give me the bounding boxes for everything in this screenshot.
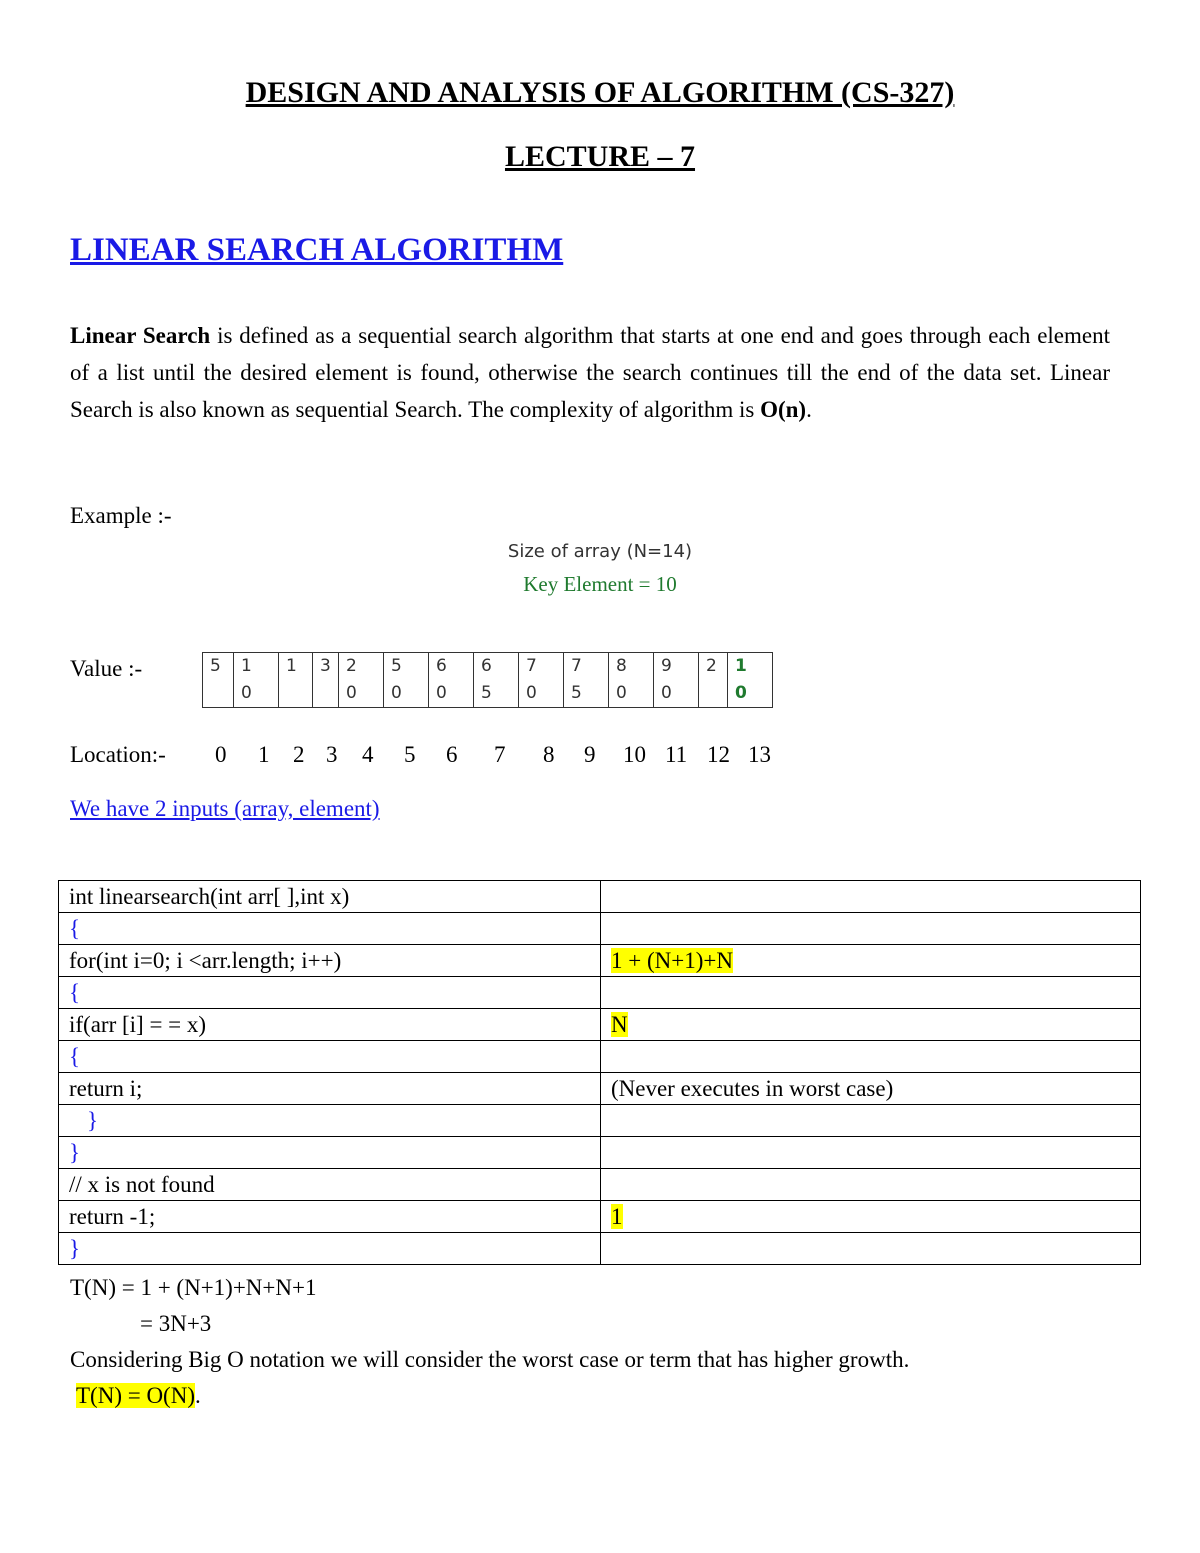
course-title: DESIGN AND ANALYSIS OF ALGORITHM (CS-327) (245, 76, 955, 109)
array-cell (339, 653, 384, 708)
array-cell (564, 653, 609, 708)
array-cell (313, 653, 339, 708)
code-table-row (59, 1169, 1141, 1201)
intro-end: . (806, 397, 812, 422)
example-label: Example :- (70, 503, 172, 528)
array-cell-top-digit: 7 (571, 656, 582, 676)
array-cell (474, 653, 519, 708)
tn-result-highlight: T(N) = O(N) (76, 1383, 195, 1408)
location-number: 10 (623, 742, 646, 767)
cost-value: 1 (611, 1203, 623, 1229)
array-cell-bottom-digit (279, 680, 312, 707)
code-table-row (59, 881, 1141, 913)
array-cell (234, 653, 279, 708)
code-line: if(arr [i] = = x) (69, 1011, 207, 1037)
array-cell-bottom-digit: 0 (616, 683, 627, 703)
code-cell (59, 881, 601, 913)
cost-cell (601, 1233, 1141, 1265)
array-cell (519, 653, 564, 708)
code-line: } (69, 1235, 81, 1261)
array-cell-top-digit: 6 (481, 656, 492, 676)
code-cell (59, 977, 601, 1009)
array-cell-bottom-digit: 5 (481, 683, 492, 703)
array-cell-top-digit: 2 (706, 656, 717, 676)
array-cell-top-digit: 8 (616, 656, 627, 676)
array-cell-top-digit: 5 (210, 656, 221, 676)
array-cell (699, 653, 728, 708)
array-cell-bottom-digit: 0 (391, 683, 402, 703)
code-line: // x is not found (69, 1171, 215, 1197)
code-table-row (59, 945, 1141, 977)
array-cell-bottom-digit: 0 (241, 683, 252, 703)
cost-cell (601, 1137, 1141, 1169)
location-label: Location:- (70, 742, 166, 767)
tn-result (76, 1383, 201, 1409)
code-cell (59, 1169, 601, 1201)
tn-line-1: T(N) = 1 + (N+1)+N+N+1 (70, 1275, 317, 1300)
array-cell (384, 653, 429, 708)
code-line: int linearsearch(int arr[ ],int x) (69, 883, 350, 909)
array-cell-bottom-digit: 5 (571, 683, 582, 703)
cost-value: (Never executes in worst case) (611, 1075, 894, 1101)
code-line: } (87, 1107, 99, 1133)
code-table-row (59, 977, 1141, 1009)
code-cell (59, 1073, 601, 1105)
array-cell-bottom-digit: 0 (526, 683, 537, 703)
array-cell-bottom-digit (313, 680, 338, 707)
location-number: 2 (293, 742, 305, 767)
array-cell-top-digit: 1 (286, 656, 297, 676)
code-cell (59, 1009, 601, 1041)
code-table-row (59, 1233, 1141, 1265)
intro-term: Linear Search (70, 323, 211, 348)
array-cell-top-digit: 1 (241, 656, 252, 676)
location-number: 5 (404, 742, 416, 767)
cost-cell (601, 1201, 1141, 1233)
cost-cell (601, 913, 1141, 945)
array-cell (429, 653, 474, 708)
array-cell-bottom-digit (203, 680, 233, 707)
conclusion-text: Considering Big O notation we will consider the worst case or term that has higher growth. (70, 1347, 910, 1372)
array-cell (279, 653, 313, 708)
array-cell-top-digit: 7 (526, 656, 537, 676)
cost-cell (601, 1041, 1141, 1073)
code-line: { (69, 915, 81, 941)
code-line: for(int i=0; i <arr.length; i++) (69, 947, 342, 973)
location-number: 12 (707, 742, 730, 767)
array-cell (728, 653, 773, 708)
location-number: 1 (258, 742, 270, 767)
location-number: 6 (446, 742, 458, 767)
location-number: 9 (584, 742, 596, 767)
tn-line-2: = 3N+3 (140, 1311, 212, 1336)
code-table-row (59, 1073, 1141, 1105)
lecture-title: LECTURE – 7 (504, 140, 696, 173)
cost-cell (601, 1073, 1141, 1105)
array-cell-top-digit: 5 (391, 656, 402, 676)
code-cell (59, 1233, 601, 1265)
code-cell (59, 913, 601, 945)
cost-value: N (611, 1011, 628, 1037)
cost-cell (601, 881, 1141, 913)
array-cell-bottom-digit: 0 (735, 683, 747, 703)
array-cell-bottom-digit: 0 (346, 683, 357, 703)
code-table-row (59, 1137, 1141, 1169)
array-values-table (202, 652, 773, 708)
array-cell-top-digit: 9 (661, 656, 672, 676)
code-cell (59, 945, 601, 977)
intro-text: is defined as a sequential search algorithm that starts at one end and goes through each element of a list until the desired element is found, otherwise the search continues till the end of the data set. Linear Search is also known as sequential Search. The complexity of algorithm is (70, 323, 1110, 422)
intro-paragraph (70, 317, 1110, 428)
code-line: return i; (69, 1075, 143, 1101)
code-cell (59, 1201, 601, 1233)
code-cell (59, 1105, 601, 1137)
array-cell-bottom-digit: 0 (436, 683, 447, 703)
location-number: 11 (665, 742, 688, 767)
code-table-row (59, 1201, 1141, 1233)
array-cell (609, 653, 654, 708)
cost-cell (601, 1169, 1141, 1201)
code-line: { (69, 979, 81, 1005)
array-cell-top-digit: 6 (436, 656, 447, 676)
array-cell-top-digit: 1 (735, 656, 747, 676)
array-cell-top-digit: 2 (346, 656, 357, 676)
array-size-text: Size of array (N=14) (507, 541, 693, 562)
array-cell-bottom-digit (699, 680, 727, 707)
code-table-row (59, 1041, 1141, 1073)
cost-cell (601, 1009, 1141, 1041)
intro-complexity: O(n) (760, 397, 807, 422)
cost-cell (601, 1105, 1141, 1137)
array-cell (654, 653, 699, 708)
array-cell (203, 653, 234, 708)
section-heading: LINEAR SEARCH ALGORITHM (70, 232, 564, 268)
code-table-row (59, 1009, 1141, 1041)
location-number: 0 (215, 742, 227, 767)
key-element-text: Key Element = 10 (523, 572, 677, 596)
code-cost-table (58, 880, 1141, 1265)
code-cell (59, 1137, 601, 1169)
array-cell-bottom-digit: 0 (661, 683, 672, 703)
value-label: Value :- (70, 656, 143, 681)
array-cell-top-digit: 3 (320, 656, 331, 676)
location-number: 3 (326, 742, 338, 767)
code-line: { (69, 1043, 81, 1069)
cost-cell (601, 945, 1141, 977)
location-number: 13 (748, 742, 771, 767)
code-table-row (59, 1105, 1141, 1137)
code-line: } (69, 1139, 81, 1165)
inputs-link-text: We have 2 inputs (array, element) (70, 796, 380, 821)
code-table-row (59, 913, 1141, 945)
cost-cell (601, 977, 1141, 1009)
code-cell (59, 1041, 601, 1073)
cost-value: 1 + (N+1)+N (611, 947, 733, 973)
location-number: 7 (494, 742, 506, 767)
tn-result-end: . (195, 1383, 201, 1408)
location-number: 4 (362, 742, 374, 767)
code-line: return -1; (69, 1203, 156, 1229)
location-number: 8 (543, 742, 555, 767)
